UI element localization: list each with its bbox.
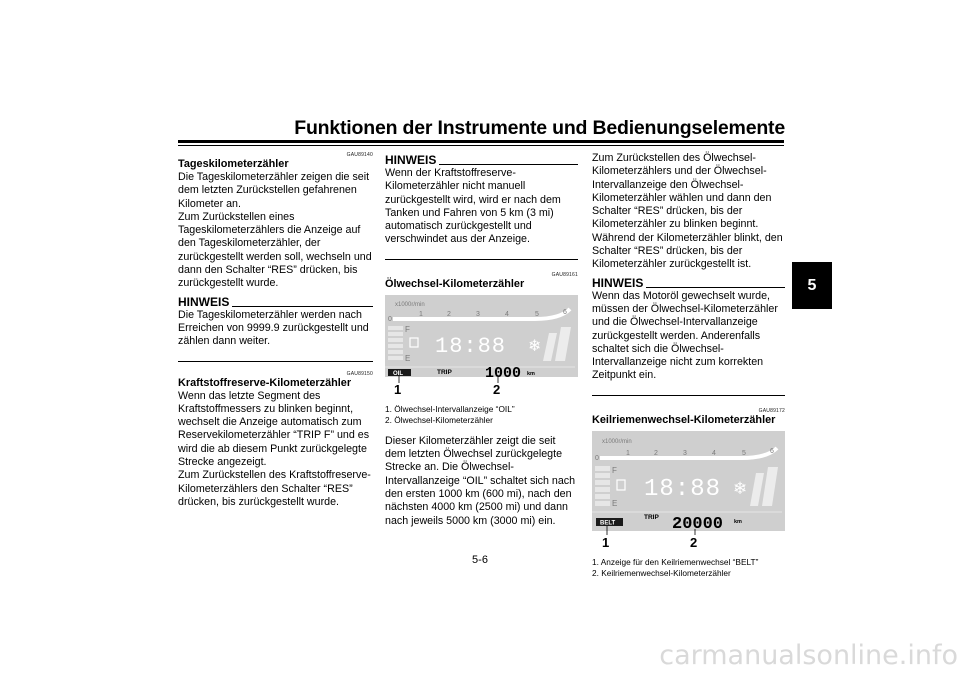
caption: 1. Ölwechsel-Intervallanzeige “OIL” xyxy=(385,403,515,414)
note-header xyxy=(385,154,578,167)
figure-belt-dashboard xyxy=(592,431,785,580)
section-heading-trip-meter: Tageskilometerzähler xyxy=(178,158,289,170)
section-code: GAU89172 xyxy=(758,407,785,414)
callout-number: 1 xyxy=(602,534,610,550)
section-heading-oil-change: Ölwechsel-Kilometerzähler xyxy=(385,277,525,290)
note-label: HINWEIS xyxy=(592,275,644,290)
section-heading-fuel-reserve: Kraftstoffreserve-Kilometerzähler xyxy=(178,376,352,389)
note-box xyxy=(592,277,785,396)
section-code: GAU89140 xyxy=(346,152,373,158)
clock-display: 18:88 xyxy=(644,475,722,503)
page-number: 5-6 xyxy=(472,554,488,566)
note-text: Die Tageskilometerzähler werden nach Erreichen von 9999.9 zurückgestellt und zählen dann weiter. xyxy=(178,308,369,348)
chapter-tab: 5 xyxy=(792,262,832,309)
dashboard-illustration-oil xyxy=(385,295,578,400)
callout-number: 2 xyxy=(690,534,698,550)
tick-label: 1 xyxy=(626,449,630,457)
tick-label: 3 xyxy=(476,310,480,318)
note-box xyxy=(385,154,578,260)
tick-label: 2 xyxy=(654,449,658,457)
paragraph: Wenn das letzte Segment des Kraftstoffmessers zu blinken beginnt, wechselt die Anzeige automatisch zum Reservekilometerzähler “TRIP F” und es wird die ab diesem Punkt zurückgelegte Strecke angezeigt. xyxy=(178,389,370,469)
dashboard-illustration-belt xyxy=(592,431,785,553)
rpm-unit: x1000r/min xyxy=(602,438,632,445)
column-right xyxy=(592,152,785,580)
tick-label: 0 xyxy=(388,315,392,323)
odometer-value: 1000 xyxy=(485,364,522,382)
note-header xyxy=(178,296,373,309)
tick-label: 1 xyxy=(419,310,423,318)
figure-captions xyxy=(592,557,785,580)
rpm-unit: x1000r/min xyxy=(395,301,425,308)
tick-label: 0 xyxy=(595,454,599,462)
odometer-unit: km xyxy=(734,518,742,525)
header-rule-thin xyxy=(178,145,784,146)
tick-label: 6 xyxy=(770,447,774,455)
note-box xyxy=(178,296,373,362)
figure-oil-dashboard xyxy=(385,295,578,427)
oil-indicator-label: OIL xyxy=(393,370,403,377)
tick-label: 6 xyxy=(563,308,567,316)
snowflake-icon: ❄ xyxy=(733,478,748,499)
belt-indicator-label: BELT xyxy=(600,520,616,527)
note-text: Wenn der Kraftstoffreserve-Kilometerzähler nicht manuell zurückgestellt wird, wird er nach dem Tanken und Fahren von 5 km (3 mi) automatisch zurückgestellt und verschwindet aus der Anzeige. xyxy=(385,167,561,246)
note-rule xyxy=(646,287,785,288)
paragraph: Zum Zurückstellen eines Tageskilometerzählers die Anzeige auf den Tageskilometerzähler, der zurückgestellt werden soll, wechseln und dann den Schalter “RES” drücken, bis zurückgestellt wurde. xyxy=(178,210,372,290)
section-heading-belt-change: Keilriemenwechsel-Kilometerzähler xyxy=(592,413,776,426)
page-title: Funktionen der Instrumente und Bedienungselemente xyxy=(294,117,785,139)
snowflake-icon: ❄ xyxy=(528,335,542,355)
column-left xyxy=(178,152,373,509)
clock-display: 18:88 xyxy=(435,333,507,359)
paragraph: Zum Zurückstellen des Ölwechsel-Kilometerzählers und der Ölwechsel-Intervallanzeige den Ölwechsel-Kilometerzähler wählen und dann den Schalter “RES” drücken, bis der Kilometerzähler zu blinken beginnt. Während der Kilometerzähler blinkt, den Schalter “RES” drücken, bis der Kilometerzähler zurückgestellt ist. xyxy=(592,152,783,271)
note-header xyxy=(592,277,785,290)
caption: 1. Anzeige für den Keilriemenwechsel “BELT” xyxy=(592,556,759,567)
paragraph: Zum Zurückstellen des Kraftstoffreserve-Kilometerzählers den Schalter “RES” drücken, bis zurückgestellt wurde. xyxy=(178,469,371,508)
caption: 2. Ölwechsel-Kilometerzähler xyxy=(385,415,493,426)
tick-label: 5 xyxy=(535,310,539,318)
trip-label: TRIP xyxy=(437,368,452,376)
note-rule xyxy=(439,164,578,165)
figure-captions xyxy=(385,404,578,427)
fuel-full-label: F xyxy=(612,465,617,475)
tick-label: 3 xyxy=(683,449,687,457)
trip-label: TRIP xyxy=(644,513,659,521)
note-rule xyxy=(232,306,373,307)
watermark[interactable]: carmanualsonline.info xyxy=(659,640,958,671)
odometer-value: 20000 xyxy=(672,514,724,534)
note-text: Wenn das Motoröl gewechselt wurde, müssen der Ölwechsel-Kilometerzähler und die Ölwechsel-Intervallanzeige zurückgestellt werden. Anderenfalls schaltet sich die Ölwechsel-Intervallanzeige nicht zum korrekten Zeitpunkt ein. xyxy=(592,289,778,382)
note-label: HINWEIS xyxy=(385,153,437,167)
caption: 2. Keilriemenwechsel-Kilometerzähler xyxy=(592,568,731,579)
callout-number: 2 xyxy=(493,381,501,397)
section-code: GAU89150 xyxy=(346,370,373,377)
fuel-full-label: F xyxy=(405,324,410,334)
tick-label: 4 xyxy=(505,310,509,318)
header-rule xyxy=(178,140,784,143)
tick-label: 5 xyxy=(742,449,746,457)
section-code: GAU89161 xyxy=(551,271,578,278)
paragraph: Dieser Kilometerzähler zeigt die seit dem letzten Ölwechsel zurückgelegte Strecke an. Die Ölwechsel-Intervallanzeige “OIL” schaltet sich nach den ersten 1000 km (600 mi), nach den nächsten 4000 km (2500 mi) und dann nach jeweils 5000 km (3000 mi) ein. xyxy=(385,434,576,527)
tick-label: 2 xyxy=(447,310,451,318)
odometer-unit: km xyxy=(527,370,535,377)
column-middle xyxy=(385,152,578,528)
callout-number: 1 xyxy=(394,381,402,397)
paragraph: Die Tageskilometerzähler zeigen die seit dem letzten Zurückstellen gefahrenen Kilometer an. xyxy=(178,171,370,210)
note-label: HINWEIS xyxy=(178,294,230,309)
fuel-empty-label: E xyxy=(612,498,618,508)
tick-label: 4 xyxy=(712,449,716,457)
fuel-empty-label: E xyxy=(405,353,411,363)
